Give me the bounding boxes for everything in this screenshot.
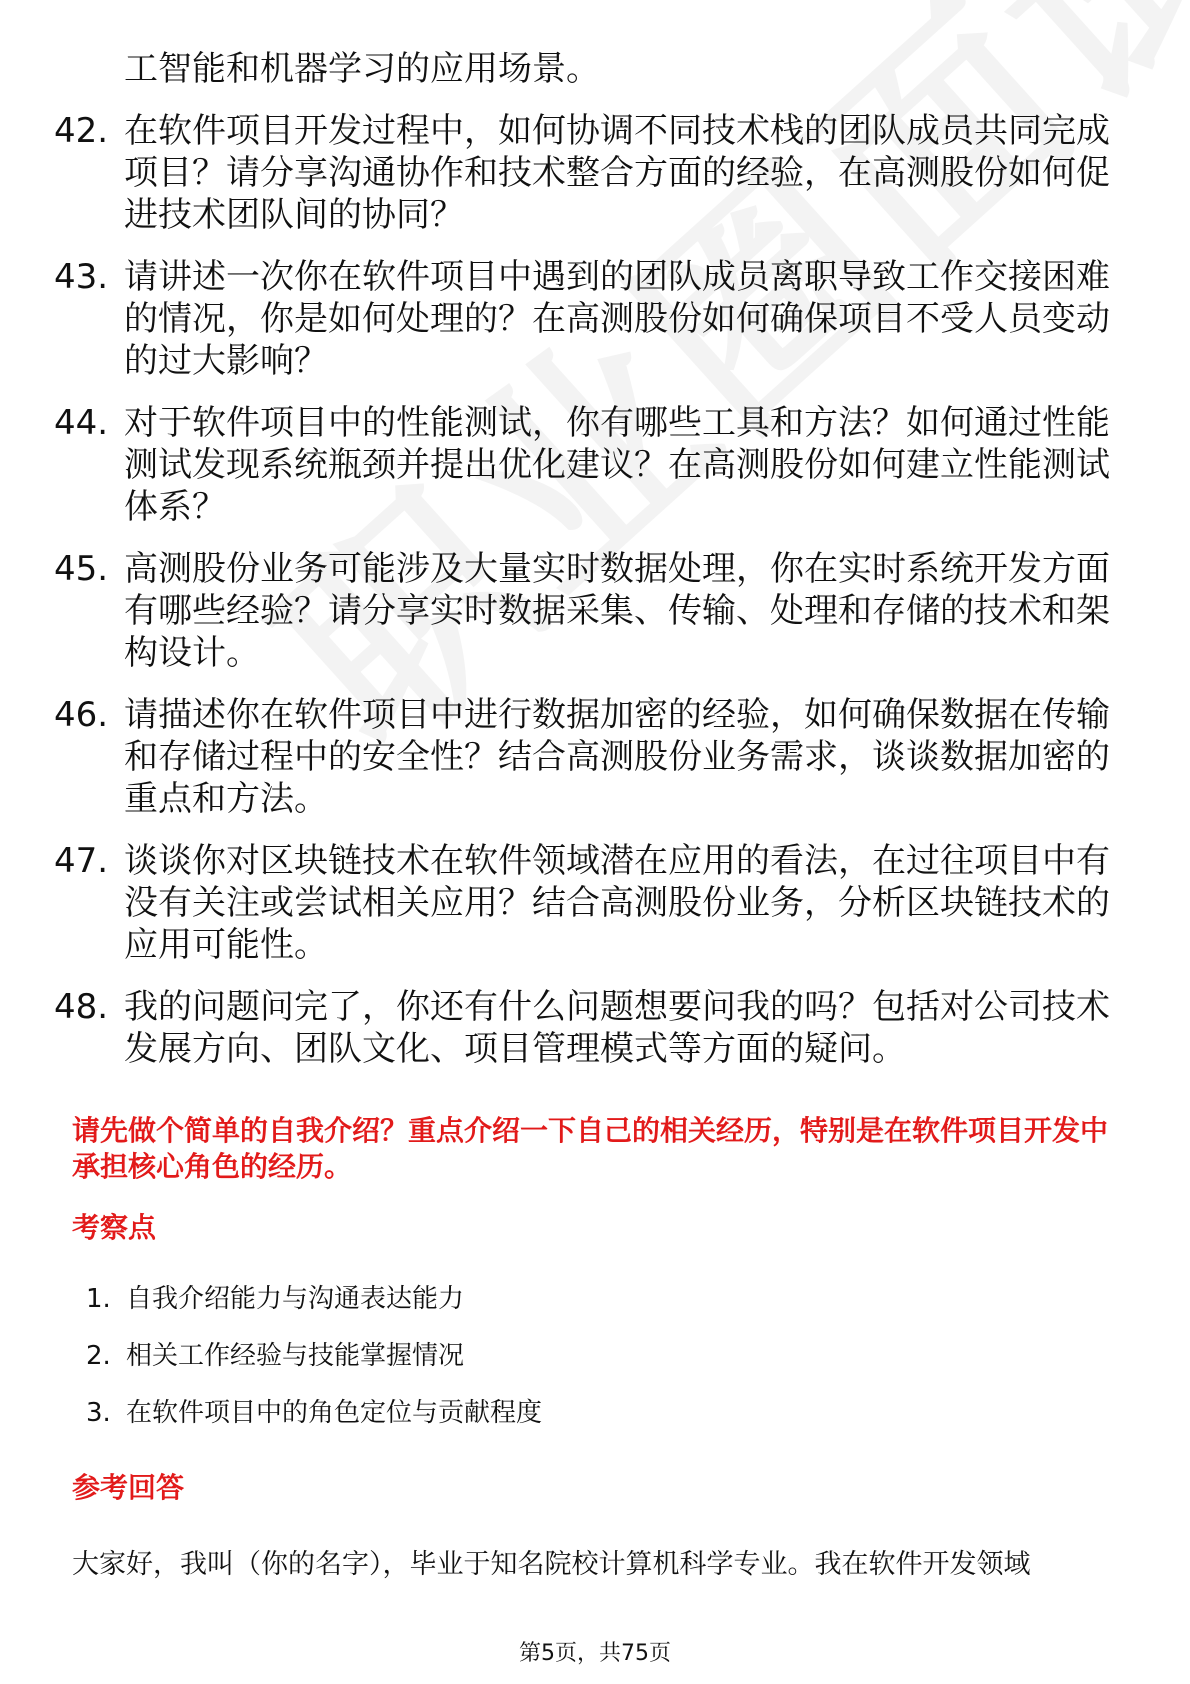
question-text: 请描述你在软件项目中进行数据加密的经验，如何确保数据在传输和存储过程中的安全性？结合高测股份业务需求，谈谈数据加密的重点和方法。: [124, 695, 1110, 819]
question-number: 43.: [54, 257, 109, 297]
question-text: 对于软件项目中的性能测试，你有哪些工具和方法？如何通过性能测试发现系统瓶颈并提出优化建议？在高测股份如何建立性能测试体系？: [124, 403, 1110, 527]
answer-heading: 参考回答: [72, 1471, 185, 1504]
checkpoints-heading: 考察点: [72, 1211, 157, 1244]
list-item: [54, 110, 1124, 236]
question-list: [54, 110, 1124, 1090]
checkpoint-number: 1.: [86, 1284, 111, 1314]
list-item: [86, 1396, 542, 1430]
page-footer: 第5页，共75页: [519, 1641, 671, 1666]
question-number: 42.: [54, 111, 109, 151]
question-text: 请讲述一次你在软件项目中遇到的团队成员离职导致工作交接困难的情况，你是如何处理的？在高测股份如何确保项目不受人员变动的过大影响？: [124, 257, 1110, 381]
question-text: 高测股份业务可能涉及大量实时数据处理，你在实时系统开发方面有哪些经验？请分享实时数据采集、传输、处理和存储的技术和架构设计。: [124, 549, 1110, 673]
checkpoint-text: 相关工作经验与技能掌握情况: [126, 1341, 465, 1371]
question-text: 我的问题问完了，你还有什么问题想要问我的吗？包括对公司技术发展方向、团队文化、项目管理模式等方面的疑问。: [124, 987, 1110, 1069]
checkpoint-number: 2.: [86, 1341, 111, 1371]
question-number: 45.: [54, 549, 109, 589]
question-number: 47.: [54, 841, 109, 881]
highlight-question: 请先做个简单的自我介绍？重点介绍一下自己的相关经历，特别是在软件项目开发中承担核心角色的经历。: [72, 1114, 1109, 1183]
answer-text: 大家好，我叫（你的名字），毕业于知名院校计算机科学专业。我在软件开发领域: [72, 1549, 1031, 1580]
list-item: [54, 986, 1124, 1070]
list-item: [86, 1339, 542, 1373]
question-number: 48.: [54, 987, 109, 1027]
question-text: 在软件项目开发过程中，如何协调不同技术栈的团队成员共同完成项目？请分享沟通协作和技术整合方面的经验，在高测股份如何促进技术团队间的协同？: [124, 111, 1110, 235]
list-item: [86, 1282, 542, 1316]
checkpoint-number: 3.: [86, 1398, 111, 1428]
list-item: [54, 256, 1124, 382]
list-item: [54, 402, 1124, 528]
checkpoint-text: 在软件项目中的角色定位与贡献程度: [126, 1398, 543, 1428]
checkpoint-text: 自我介绍能力与沟通表达能力: [126, 1284, 465, 1314]
question-number: 46.: [54, 695, 109, 735]
question-text: 谈谈你对区块链技术在软件领域潜在应用的看法，在过往项目中有没有关注或尝试相关应用？结合高测股份业务，分析区块链技术的应用可能性。: [124, 841, 1110, 965]
checkpoint-list: [86, 1282, 542, 1453]
question-number: 44.: [54, 403, 109, 443]
list-item: [54, 840, 1124, 966]
list-item: [54, 548, 1124, 674]
list-item: [54, 694, 1124, 820]
continued-text: 工智能和机器学习的应用场景。: [124, 49, 600, 89]
